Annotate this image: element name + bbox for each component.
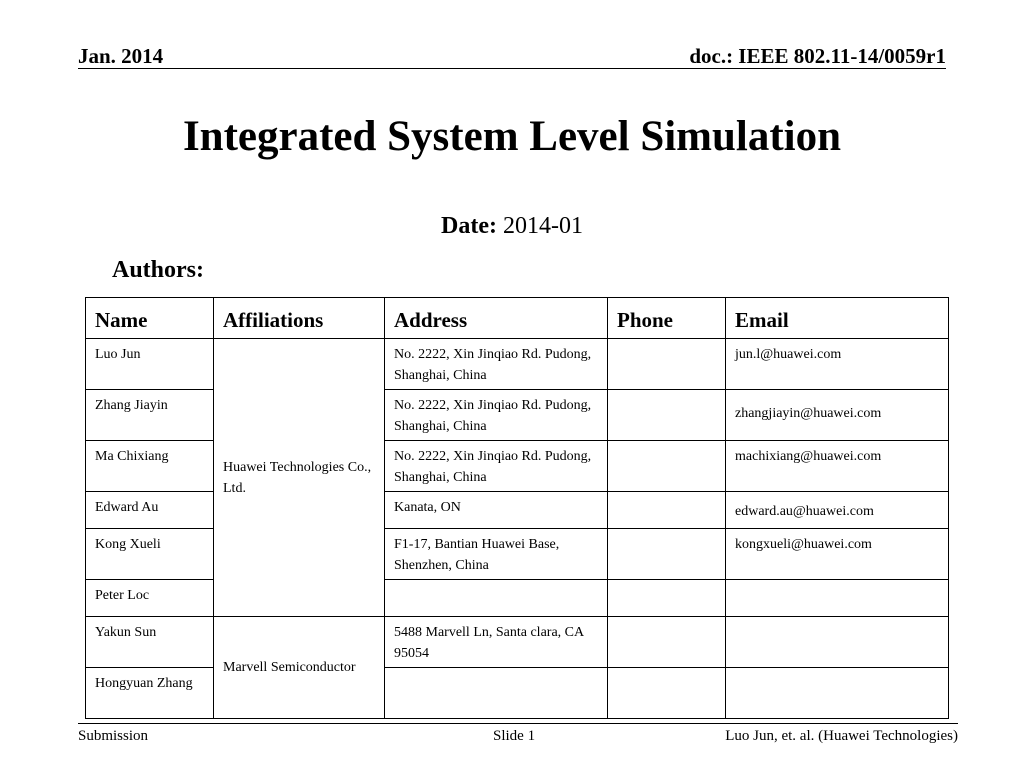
author-address	[385, 580, 608, 617]
footer-slide-number: Slide 1	[493, 728, 536, 744]
author-phone	[608, 529, 726, 580]
header-divider	[78, 68, 946, 69]
author-name: Kong Xueli	[86, 529, 214, 580]
col-header-phone: Phone	[608, 298, 726, 339]
author-phone	[608, 339, 726, 390]
author-email	[726, 617, 949, 668]
author-name: Ma Chixiang	[86, 441, 214, 492]
author-email: kongxueli@huawei.com	[726, 529, 949, 580]
author-name: Peter Loc	[86, 580, 214, 617]
col-header-email: Email	[726, 298, 949, 339]
author-name: Hongyuan Zhang	[86, 668, 214, 719]
author-address: Kanata, ON	[385, 492, 608, 529]
affiliation-marvell: Marvell Semiconductor	[214, 617, 385, 719]
author-name: Edward Au	[86, 492, 214, 529]
author-phone	[608, 441, 726, 492]
header-date: Jan. 2014	[78, 44, 164, 68]
table-row	[86, 617, 949, 668]
author-name: Luo Jun	[86, 339, 214, 390]
affiliation-huawei: Huawei Technologies Co., Ltd.	[214, 339, 385, 617]
author-email: jun.l@huawei.com	[726, 339, 949, 390]
author-phone	[608, 492, 726, 529]
authors-heading: Authors:	[112, 257, 205, 283]
author-address: No. 2222, Xin Jinqiao Rd. Pudong, Shanghai, China	[385, 339, 608, 390]
col-header-affiliations: Affiliations	[214, 298, 385, 339]
footer-author: Luo Jun, et. al. (Huawei Technologies)	[725, 728, 958, 744]
col-header-name: Name	[86, 298, 214, 339]
author-address: No. 2222, Xin Jinqiao Rd. Pudong, Shanghai, China	[385, 441, 608, 492]
author-email	[726, 668, 949, 719]
author-name: Zhang Jiayin	[86, 390, 214, 441]
author-phone	[608, 617, 726, 668]
author-address: No. 2222, Xin Jinqiao Rd. Pudong, Shanghai, China	[385, 390, 608, 441]
author-phone	[608, 668, 726, 719]
author-email: machixiang@huawei.com	[726, 441, 949, 492]
authors-table	[85, 297, 949, 719]
author-email: zhangjiayin@huawei.com	[726, 390, 949, 441]
author-email	[726, 580, 949, 617]
author-address: 5488 Marvell Ln, Santa clara, CA 95054	[385, 617, 608, 668]
author-address	[385, 668, 608, 719]
col-header-address: Address	[385, 298, 608, 339]
date-label: Date:	[441, 213, 497, 239]
table-row	[86, 339, 949, 390]
table-header-row	[86, 298, 949, 339]
author-email: edward.au@huawei.com	[726, 492, 949, 529]
date-value: 2014-01	[502, 213, 583, 239]
header-doc-id: doc.: IEEE 802.11-14/0059r1	[689, 44, 946, 68]
slide-title: Integrated System Level Simulation	[182, 113, 842, 160]
author-phone	[608, 390, 726, 441]
author-phone	[608, 580, 726, 617]
footer-submission: Submission	[78, 728, 149, 744]
footer-divider	[78, 723, 958, 724]
author-name: Yakun Sun	[86, 617, 214, 668]
date-line	[0, 213, 1024, 240]
author-address: F1-17, Bantian Huawei Base, Shenzhen, China	[385, 529, 608, 580]
